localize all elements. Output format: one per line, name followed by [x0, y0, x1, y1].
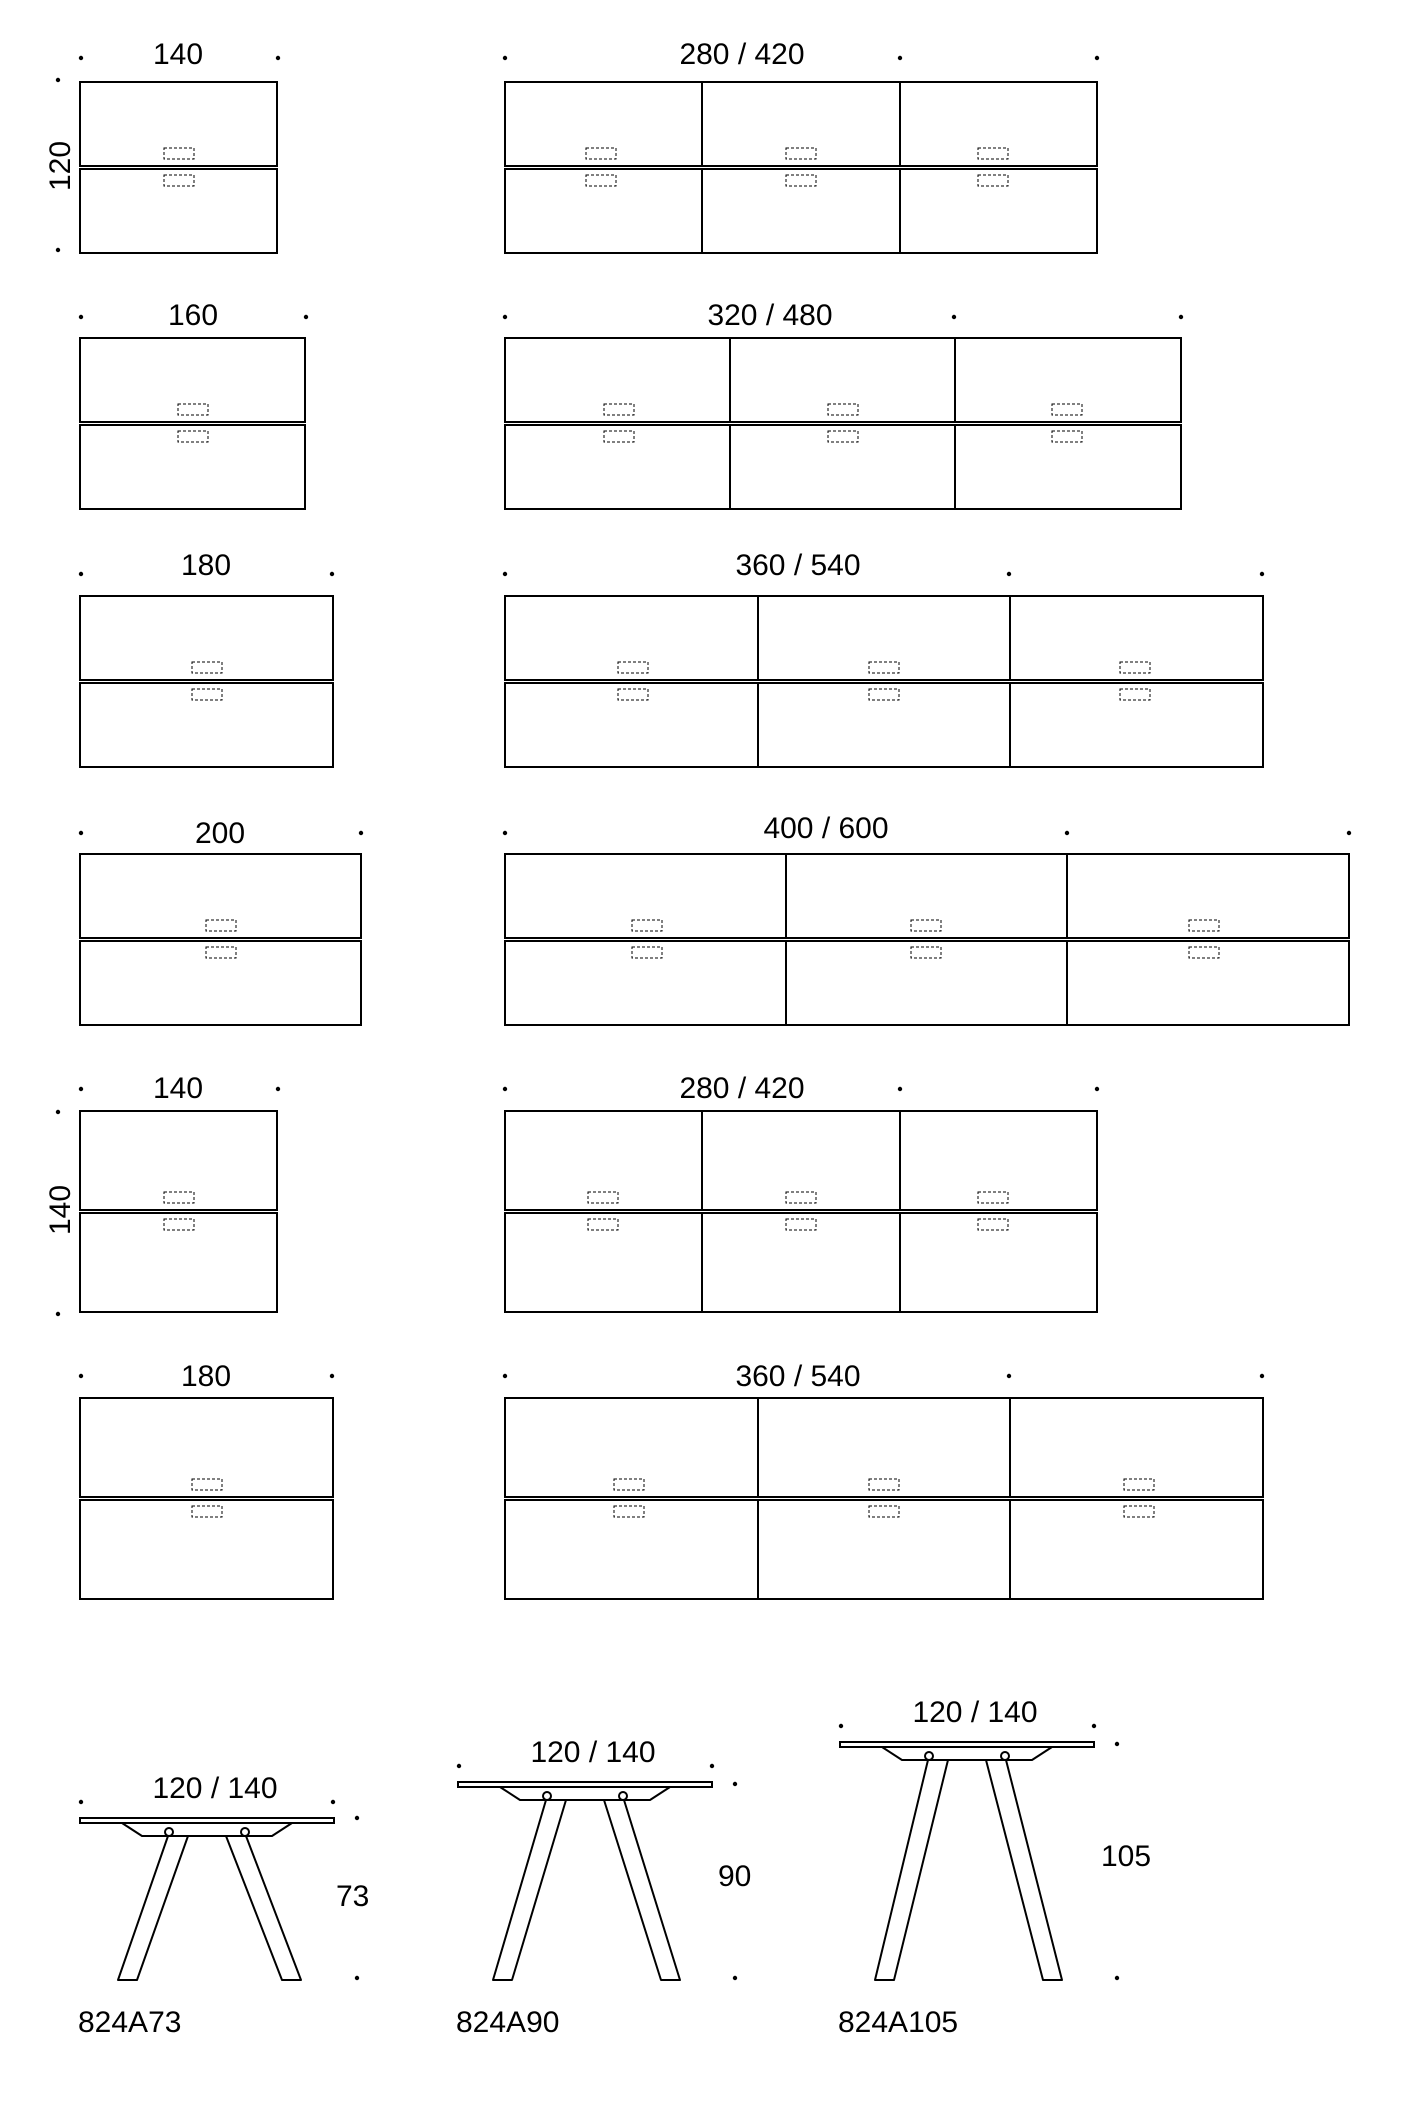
multi-width-label: 280 / 420 — [679, 38, 805, 71]
dimension-dots — [79, 572, 1264, 576]
model-code-label: 824A105 — [838, 2006, 959, 2039]
single-table-plan — [80, 1398, 333, 1599]
single-width-label: 140 — [152, 1072, 204, 1105]
plan-row-3 — [79, 549, 1264, 767]
single-table-plan — [80, 854, 361, 1025]
plan-row-6 — [79, 1360, 1264, 1599]
single-table-plan — [80, 82, 277, 253]
elevation-width-label: 120 / 140 — [530, 1736, 656, 1769]
elevation-824a105 — [838, 1696, 1151, 2039]
elevation-height-label: 73 — [336, 1880, 370, 1913]
dimension-dots — [79, 315, 1183, 319]
elevation-824a73 — [78, 1772, 369, 2039]
plan-row-4 — [79, 812, 1351, 1025]
multi-table-plan — [505, 854, 1349, 1025]
multi-width-label: 360 / 540 — [735, 549, 861, 582]
elevation-height-label: 90 — [718, 1860, 752, 1893]
elevation-height-label: 105 — [1101, 1840, 1152, 1873]
multi-width-label: 360 / 540 — [735, 1360, 861, 1393]
multi-table-plan — [505, 82, 1097, 253]
table-side-view — [840, 1742, 1094, 1980]
depth-label: 120 — [44, 140, 77, 192]
single-width-label: 140 — [152, 38, 204, 71]
model-code-label: 824A90 — [456, 2006, 560, 2039]
multi-width-label: 280 / 420 — [679, 1072, 805, 1105]
plan-row-2 — [79, 299, 1183, 509]
elevation-width-label: 120 / 140 — [152, 1772, 278, 1805]
single-table-plan — [80, 596, 333, 767]
multi-table-plan — [505, 1111, 1097, 1312]
elevation-824a90 — [456, 1736, 751, 2039]
depth-label: 140 — [44, 1184, 77, 1236]
single-width-label: 200 — [194, 817, 246, 850]
elevation-width-label: 120 / 140 — [912, 1696, 1038, 1729]
plan-row-1 — [44, 38, 1099, 253]
multi-width-label: 400 / 600 — [763, 812, 889, 845]
table-side-view — [458, 1782, 712, 1980]
model-code-label: 824A73 — [78, 2006, 182, 2039]
dimension-dots — [839, 1724, 1119, 1980]
plan-row-5 — [44, 1072, 1099, 1316]
single-table-plan — [80, 1111, 277, 1312]
multi-width-label: 320 / 480 — [707, 299, 833, 332]
single-table-plan — [80, 338, 305, 509]
multi-table-plan — [505, 596, 1263, 767]
dimension-dots — [79, 831, 1351, 835]
multi-table-plan — [505, 1398, 1263, 1599]
dimension-dots — [79, 1374, 1264, 1378]
single-width-label: 180 — [180, 1360, 232, 1393]
table-side-view — [80, 1818, 334, 1980]
multi-table-plan — [505, 338, 1181, 509]
single-width-label: 180 — [180, 549, 232, 582]
single-width-label: 160 — [167, 299, 219, 332]
